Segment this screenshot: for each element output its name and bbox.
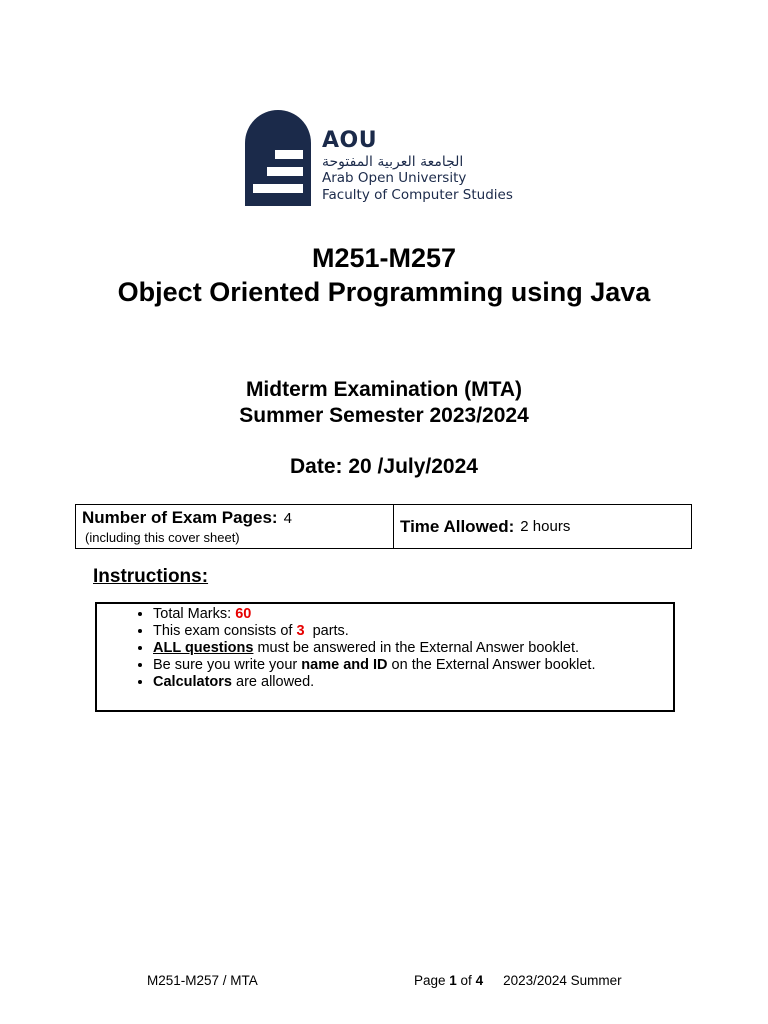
name-id-text: on the External Answer booklet. xyxy=(387,657,596,673)
logo-english-name: Arab Open University xyxy=(322,170,467,186)
university-logo xyxy=(245,110,545,210)
total-marks-label: Total Marks: xyxy=(153,606,236,622)
parts-count: 3 xyxy=(296,623,305,639)
instruction-calculators xyxy=(153,674,673,691)
time-allowed-label: Time Allowed: xyxy=(400,516,515,536)
exam-pages-value: 4 xyxy=(283,510,292,527)
calculators-emphasis: Calculators xyxy=(153,674,232,690)
parts-suffix: parts. xyxy=(304,623,349,639)
exam-pages-note: (including this cover sheet) xyxy=(85,530,240,545)
parts-prefix: This exam consists of xyxy=(153,623,297,639)
all-questions-emphasis: ALL questions xyxy=(153,640,254,656)
calculators-text: are allowed. xyxy=(231,674,315,690)
logo-faculty: Faculty of Computer Studies xyxy=(322,187,513,203)
instruction-parts xyxy=(153,623,673,640)
footer-page-total: 4 xyxy=(475,973,484,988)
footer-course-ref: M251-M257 / MTA xyxy=(147,973,258,988)
footer-term: 2023/2024 Summer xyxy=(503,973,622,988)
exam-type: Midterm Examination (MTA) xyxy=(245,378,523,401)
total-marks-value: 60 xyxy=(235,606,252,622)
footer-page-info xyxy=(414,973,622,988)
footer-page-current: 1 xyxy=(449,973,457,988)
time-allowed-cell xyxy=(394,505,691,548)
exam-pages-cell xyxy=(76,505,394,548)
footer-of-word: of xyxy=(456,973,476,988)
exam-date: Date: 20 /July/2024 xyxy=(290,455,478,478)
footer-page-word: Page xyxy=(414,973,450,988)
course-name: Object Oriented Programming using Java xyxy=(117,277,651,307)
instructions-box xyxy=(95,602,675,712)
instruction-all-questions xyxy=(153,640,673,657)
name-id-emphasis: name and ID xyxy=(301,657,388,673)
course-code: M251-M257 xyxy=(311,243,457,273)
logo-abbreviation: AOU xyxy=(322,128,378,153)
time-allowed-value: 2 hours xyxy=(520,518,571,535)
instructions-heading: Instructions: xyxy=(93,566,209,587)
logo-arabic-name: الجامعة العربية المفتوحة xyxy=(322,154,464,170)
all-questions-text: must be answered in the External Answer booklet. xyxy=(253,640,580,656)
instruction-total-marks xyxy=(153,606,673,623)
semester: Summer Semester 2023/2024 xyxy=(239,404,529,427)
instruction-name-id xyxy=(153,657,673,674)
aou-emblem-icon xyxy=(245,110,311,206)
instructions-list xyxy=(97,606,673,691)
name-id-prefix: Be sure you write your xyxy=(153,657,302,673)
exam-pages-label: Number of Exam Pages: xyxy=(82,508,278,527)
exam-info-table xyxy=(75,504,692,549)
